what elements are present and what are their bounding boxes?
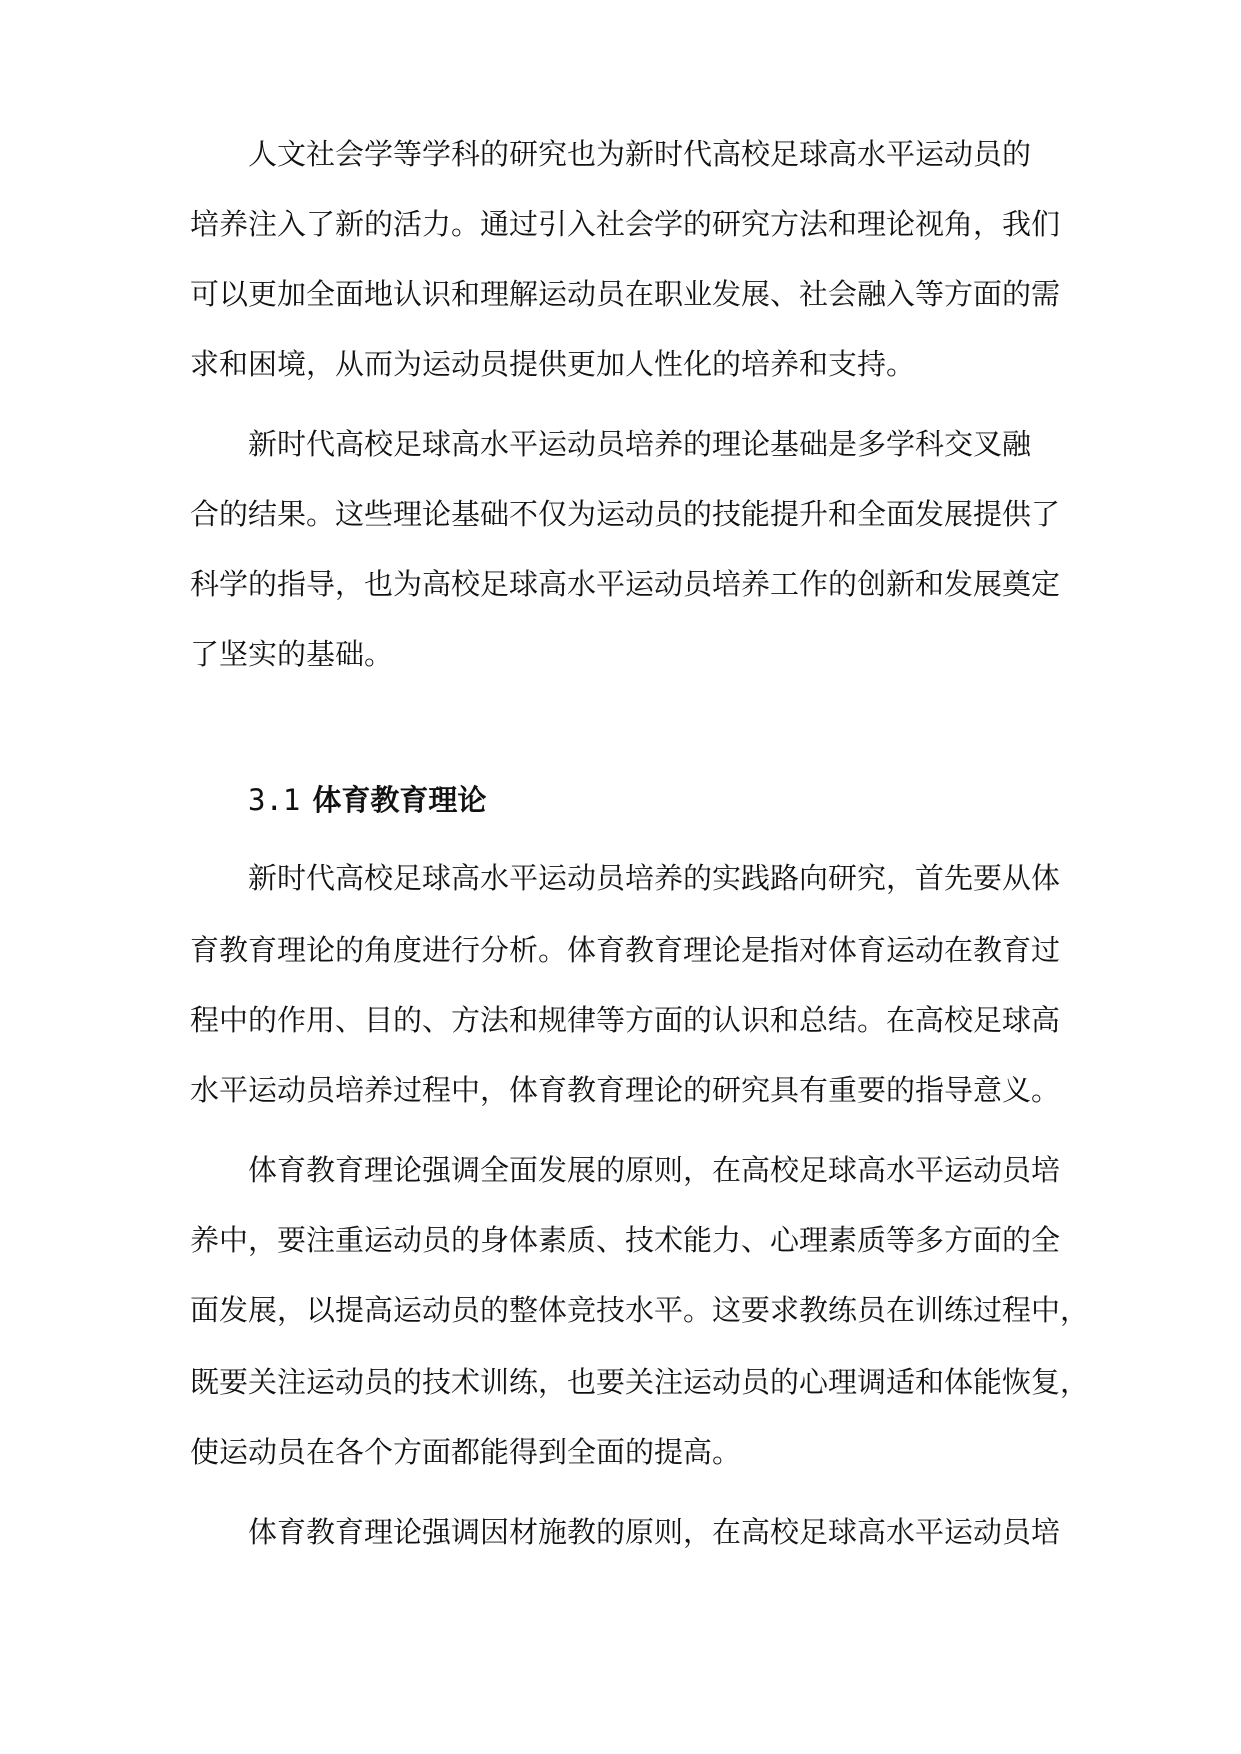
paragraph-3-line-3: 程中的作用、目的、方法和规律等方面的认识和总结。在高校足球高 [190, 1003, 1061, 1037]
paragraph-4-line-2: 养中，要注重运动员的身体素质、技术能力、心理素质等多方面的全 [190, 1223, 1061, 1257]
paragraph-2-line-2: 合的结果。这些理论基础不仅为运动员的技能提升和全面发展提供了 [190, 497, 1061, 531]
paragraph-1-line-1: 人文社会学等学科的研究也为新时代高校足球高水平运动员的 [248, 137, 1032, 171]
paragraph-2-line-4: 了坚实的基础。 [190, 637, 394, 671]
paragraph-4-line-5: 使运动员在各个方面都能得到全面的提高。 [190, 1435, 742, 1469]
paragraph-4-line-4: 既要关注运动员的技术训练，也要关注运动员的心理调适和体能恢复， [190, 1365, 1090, 1399]
paragraph-3-line-1: 新时代高校足球高水平运动员培养的实践路向研究，首先要从体 [248, 861, 1061, 895]
paragraph-3-line-4: 水平运动员培养过程中，体育教育理论的研究具有重要的指导意义。 [190, 1073, 1061, 1107]
section-number: 3.1 [248, 783, 301, 817]
paragraph-2-line-3: 科学的指导，也为高校足球高水平运动员培养工作的创新和发展奠定 [190, 567, 1061, 601]
paragraph-1-line-3: 可以更加全面地认识和理解运动员在职业发展、社会融入等方面的需 [190, 277, 1061, 311]
paragraph-5-line-1: 体育教育理论强调因材施教的原则，在高校足球高水平运动员培 [248, 1515, 1061, 1549]
paragraph-1-line-2: 培养注入了新的活力。通过引入社会学的研究方法和理论视角，我们 [190, 207, 1061, 241]
section-title: 体育教育理论 [312, 783, 487, 817]
paragraph-3-line-2: 育教育理论的角度进行分析。体育教育理论是指对体育运动在教育过 [190, 933, 1061, 967]
paragraph-4-line-3: 面发展，以提高运动员的整体竞技水平。这要求教练员在训练过程中， [190, 1293, 1090, 1327]
paragraph-4-line-1: 体育教育理论强调全面发展的原则，在高校足球高水平运动员培 [248, 1153, 1061, 1187]
section-heading [248, 780, 486, 820]
paragraph-1-line-4: 求和困境，从而为运动员提供更加人性化的培养和支持。 [190, 347, 916, 381]
paragraph-2-line-1: 新时代高校足球高水平运动员培养的理论基础是多学科交叉融 [248, 427, 1032, 461]
